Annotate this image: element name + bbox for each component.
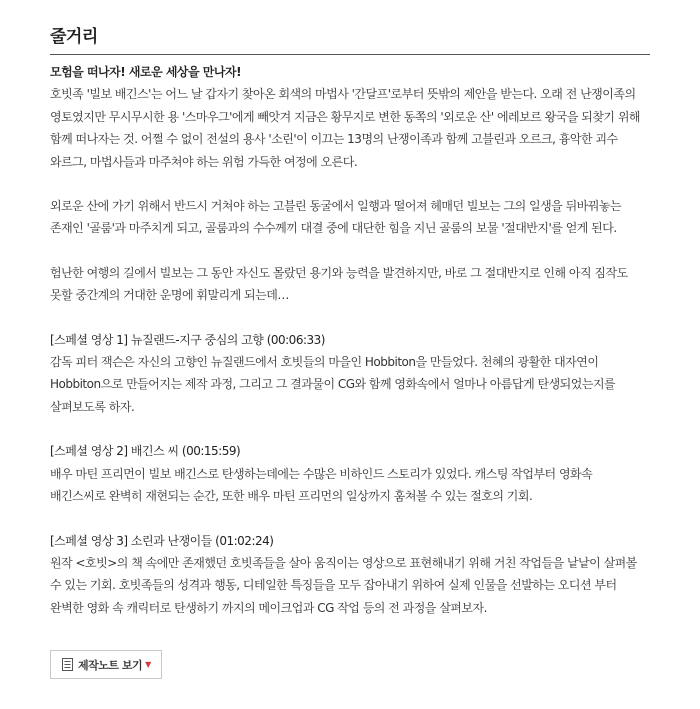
synopsis-paragraph: 외로운 산에 가기 위해서 반드시 거쳐야 하는 고블린 동굴에서 일행과 떨어져 헤매던 빌보는 그의 일생을 뒤바꿔놓는 존재인 '골룸'과 마주치게 되고, 골룸과의 수수께끼 대결 중에 대단한 힘을 지닌 골룸의 보물 '절대반지'를 얻게 된다. bbox=[50, 199, 622, 236]
special-video-heading: [스페셜 영상 2] 배긴스 씨 (00:15:59) bbox=[50, 444, 241, 459]
special-video-1 bbox=[50, 329, 650, 419]
synopsis-lead: 모험을 떠나자! 새로운 세상을 만나자! bbox=[50, 65, 242, 79]
production-notes-label: 제작노트 보기 bbox=[78, 658, 143, 672]
special-video-heading: [스페셜 영상 1] 뉴질랜드-지구 중심의 고향 (00:06:33) bbox=[50, 332, 325, 347]
synopsis-body bbox=[50, 61, 650, 619]
special-video-description: 감독 피터 잭슨은 자신의 고향인 뉴질랜드에서 호빗들의 마을인 Hobbiton을 만들었다. 천혜의 광활한 대자연이 Hobbiton으로 만들어지는 제작 과정, 그리고 그 결과물이 CG와 함께 영화속에서 얼마나 아름답게 탄생되었는지를 살펴보도록 하자. bbox=[50, 355, 616, 414]
special-video-2 bbox=[50, 440, 650, 507]
section-title: 줄거리 bbox=[50, 27, 98, 47]
special-video-heading: [스페셜 영상 3] 소린과 난쟁이들 (01:02:24) bbox=[50, 533, 274, 548]
special-video-3 bbox=[50, 530, 650, 620]
document-icon bbox=[62, 658, 73, 671]
synopsis-paragraph: 험난한 여행의 길에서 빌보는 그 동안 자신도 몰랐던 용기와 능력을 발견하지만, 바로 그 절대반지로 인해 아직 짐작도 못할 중간계의 거대한 운명에 휘말리게 되는데… bbox=[50, 265, 628, 303]
caret-down-icon: ▼ bbox=[145, 660, 151, 669]
title-divider bbox=[50, 54, 650, 55]
production-notes-button[interactable] bbox=[50, 650, 162, 679]
special-video-description: 배우 마틴 프리먼이 빌보 배긴스로 탄생하는데에는 수많은 비하인드 스토리가 있었다. 캐스팅 작업부터 영화속 배긴스씨로 완벽히 재현되는 순간, 또한 배우 마틴 프리먼의 일상까지 훔쳐볼 수 있는 절호의 기회. bbox=[50, 466, 593, 504]
synopsis-paragraph: 호빗족 '빌보 배긴스'는 어느 날 갑자기 찾아온 회색의 마법사 '간달프'로부터 뜻밖의 제안을 받는다. 오래 전 난쟁이족의 영토였지만 무시무시한 용 '스마우그'에게 빼앗겨 지금은 황무지로 변한 동쪽의 '외로운 산' 에레보르 왕국을 되찾기 위해 함께 떠나자는 것. 어쩔 수 없이 전설의 용사 '소린'이 이끄는 13명의 난쟁이족과 함께 고블린과 오르크, 흉악한 괴수 와르그, 마법사들과 마주쳐야 하는 위험 가득한 여정에 오른다. bbox=[50, 87, 641, 169]
special-video-description: 원작 <호빗>의 책 속에만 존재했던 호빗족들을 살아 움직이는 영상으로 표현해내기 위해 거친 작업들을 낱낱이 살펴볼 수 있는 기회. 호빗족들의 성격과 행동, 디테일한 특징들을 모두 잡아내기 위하여 실제 인물을 선발하는 오디션 부터 완벽한 영화 속 캐릭터로 탄생하기 까지의 메이크업과 CG 작업 등의 전 과정을 살펴보자. bbox=[50, 555, 637, 615]
